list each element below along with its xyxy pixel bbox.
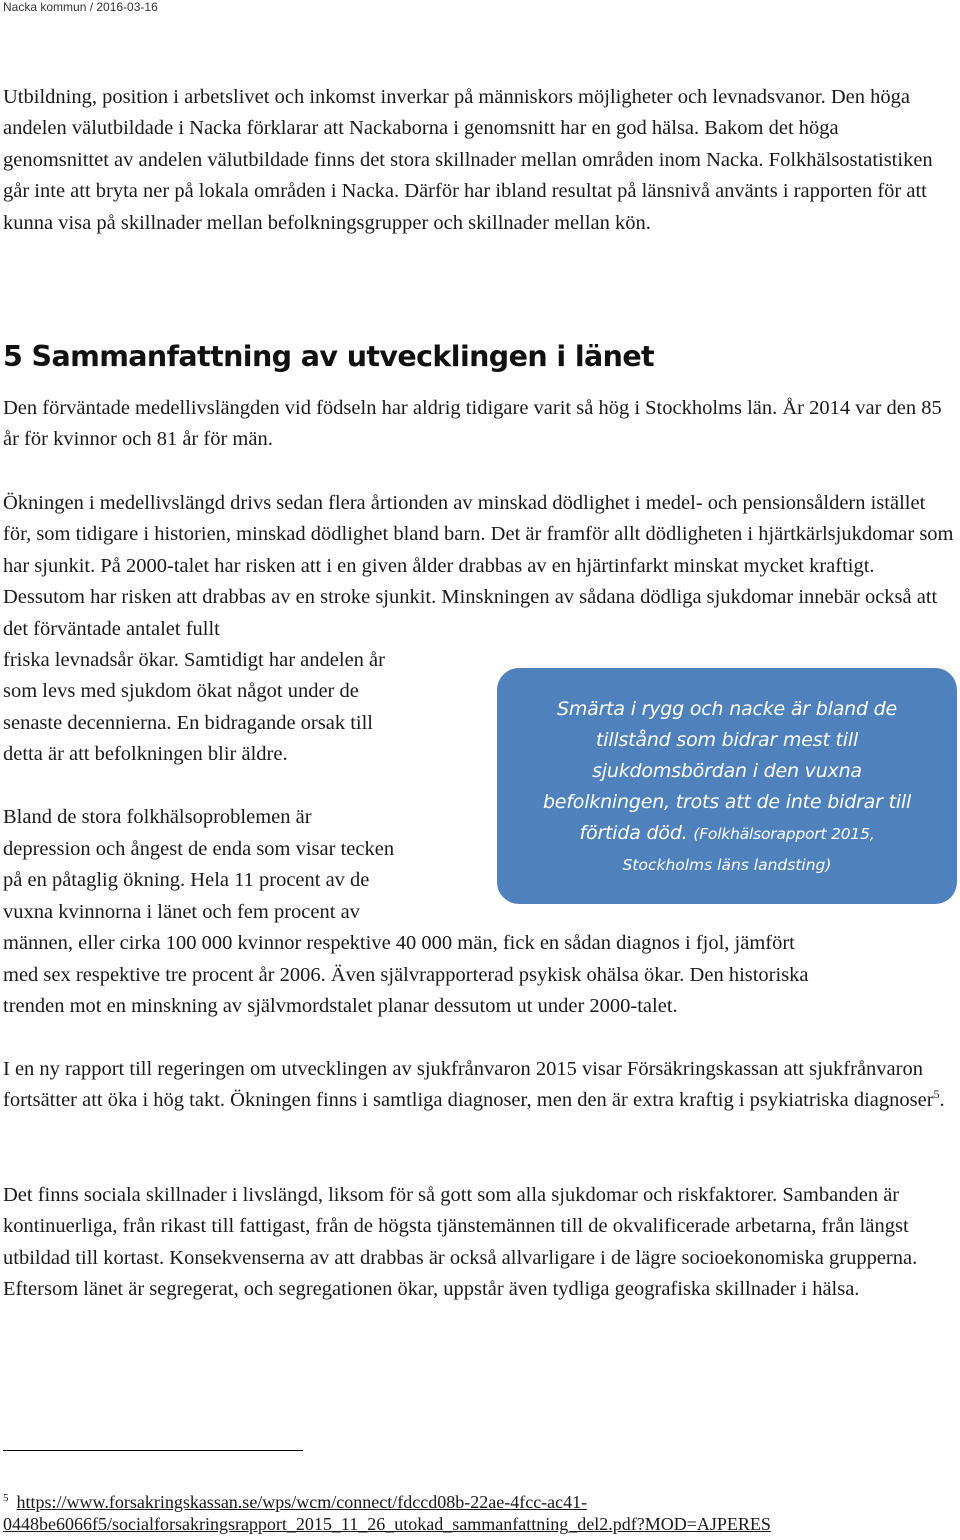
document-header: Nacka kommun / 2016-03-16	[3, 0, 158, 14]
mental-health-paragraph-line: depression och ångest de enda som visar tecken	[3, 838, 395, 860]
mental-health-paragraph-line: Bland de stora folkhälsoproblemen är	[3, 806, 312, 828]
life-expectancy-paragraph: Den förväntade medellivslängden vid födseln har aldrig tidigare varit så hög i Stockholms län. År 2014 var den 85 år för kvinnor och 81 år för män.	[3, 397, 942, 451]
mental-health-paragraph-line: männen, eller cirka 100 000 kvinnor respektive 40 000 män, fick en sådan diagnos i fjol, jämfört	[3, 932, 795, 954]
mental-health-paragraph-line: på en påtaglig ökning. Hela 11 procent av de	[3, 869, 370, 891]
social-differences-paragraph: Det finns sociala skillnader i livslängd, liksom för så gott som alla sjukdomar och riskfaktorer. Sambanden är kontinuerliga, från rikast till fattigast, från de högsta tjänstemännen till de okvalificerade arbetarna, från längst utbildad till kortast. Konsekvenserna av att drabbas är också allvarligare i de lägre socioekonomiska grupperna. Eftersom länet är segregerat, och segregationen ökar, uppstår även tydliga geografiska skillnader i hälsa.	[3, 1184, 918, 1301]
pull-quote-line: tillstånd som bidrar mest till	[595, 729, 859, 751]
pull-quote-source: (Folkhälsorapport 2015,	[693, 825, 875, 843]
mortality-paragraph-line: friska levnadsår ökar. Samtidigt har andelen år	[3, 649, 385, 671]
mental-health-paragraph-line: vuxna kvinnorna i länet och fem procent av	[3, 901, 360, 923]
pull-quote-line: sjukdomsbördan i den vuxna	[592, 760, 862, 782]
sick-leave-text-end: .	[939, 1089, 945, 1112]
intro-paragraph: Utbildning, position i arbetslivet och inkomst inverkar på människors möjligheter och levnadsvanor. Den höga andelen välutbildade i Nacka förklarar att Nackaborna i genomsnitt har en god hälsa. Bakom det höga genomsnittet av andelen välutbildade finns det stora skillnader mellan områden inom Nacka. Folkhälsostatistiken går inte att bryta ner på lokala områden i Nacka. Därför har ibland resultat på länsnivå använts i rapporten för att kunna visa på skillnader mellan befolkningsgrupper och skillnader mellan kön.	[3, 86, 933, 234]
pull-quote-line: befolkningen, trots att de inte bidrar till	[542, 791, 912, 813]
pull-quote-source-line: Stockholms läns landsting)	[622, 856, 832, 874]
section-heading: 5 Sammanfattning av utvecklingen i länet	[3, 340, 655, 373]
footnote-link[interactable]: https://www.forsakringskassan.se/wps/wcm/connect/fdccd08b-22ae-4fcc-ac41-	[16, 1492, 588, 1512]
pull-quote-last-line	[507, 818, 947, 850]
pull-quote-callout	[497, 668, 957, 904]
footnote-reference[interactable]: 5	[933, 1087, 940, 1102]
sick-leave-text: I en ny rapport till regeringen om utvecklingen av sjukfrånvaron 2015 visar Försäkringskassan att sjukfrånvaron fortsätter att öka i hög takt. Ökningen finns i samtliga diagnoser, men den är extra kraftig i psykiatriska diagnoser	[3, 1058, 934, 1112]
mortality-paragraph: Ökningen i medellivslängd drivs sedan flera årtionden av minskad dödlighet i medel- och pensionsåldern istället för, som tidigare i historien, minskad dödlighet bland barn. Det är framför allt dödligheten i hjärtkärlsjukdomar som har sjunkit. På 2000-talet har risken att i en given ålder drabbas av en hjärtinfarkt minskat mycket kraftigt. Dessutom har risken att drabbas av en stroke sjunkit. Minskningen av sådana dödliga sjukdomar innebär också att det förväntade antalet fullt	[3, 492, 954, 640]
footnote	[3, 1491, 955, 1535]
pull-quote-end: förtida död.	[579, 822, 688, 844]
sick-leave-paragraph	[3, 1054, 955, 1117]
mortality-paragraph-line: som levs med sjukdom ökat något under de	[3, 680, 359, 702]
mortality-paragraph-line: senaste decennierna. En bidragande orsak till	[3, 712, 373, 734]
footnote-divider	[3, 1450, 303, 1451]
footnote-link-continued[interactable]: 0448be6066f5/socialforsakringsrapport_2015_11_26_utokad_sammanfattning_del2.pdf?MOD=AJPERES	[3, 1514, 771, 1534]
footnote-number: 5	[3, 1492, 9, 1504]
pull-quote-line: Smärta i rygg och nacke är bland de	[556, 698, 898, 720]
mortality-paragraph-line: detta är att befolkningen blir äldre.	[3, 743, 288, 765]
mental-health-paragraph-line: med sex respektive tre procent år 2006. Även självrapporterad psykisk ohälsa ökar. Den historiska	[3, 964, 809, 986]
mental-health-paragraph-line: trenden mot en minskning av självmordstalet planar dessutom ut under 2000-talet.	[3, 995, 678, 1017]
